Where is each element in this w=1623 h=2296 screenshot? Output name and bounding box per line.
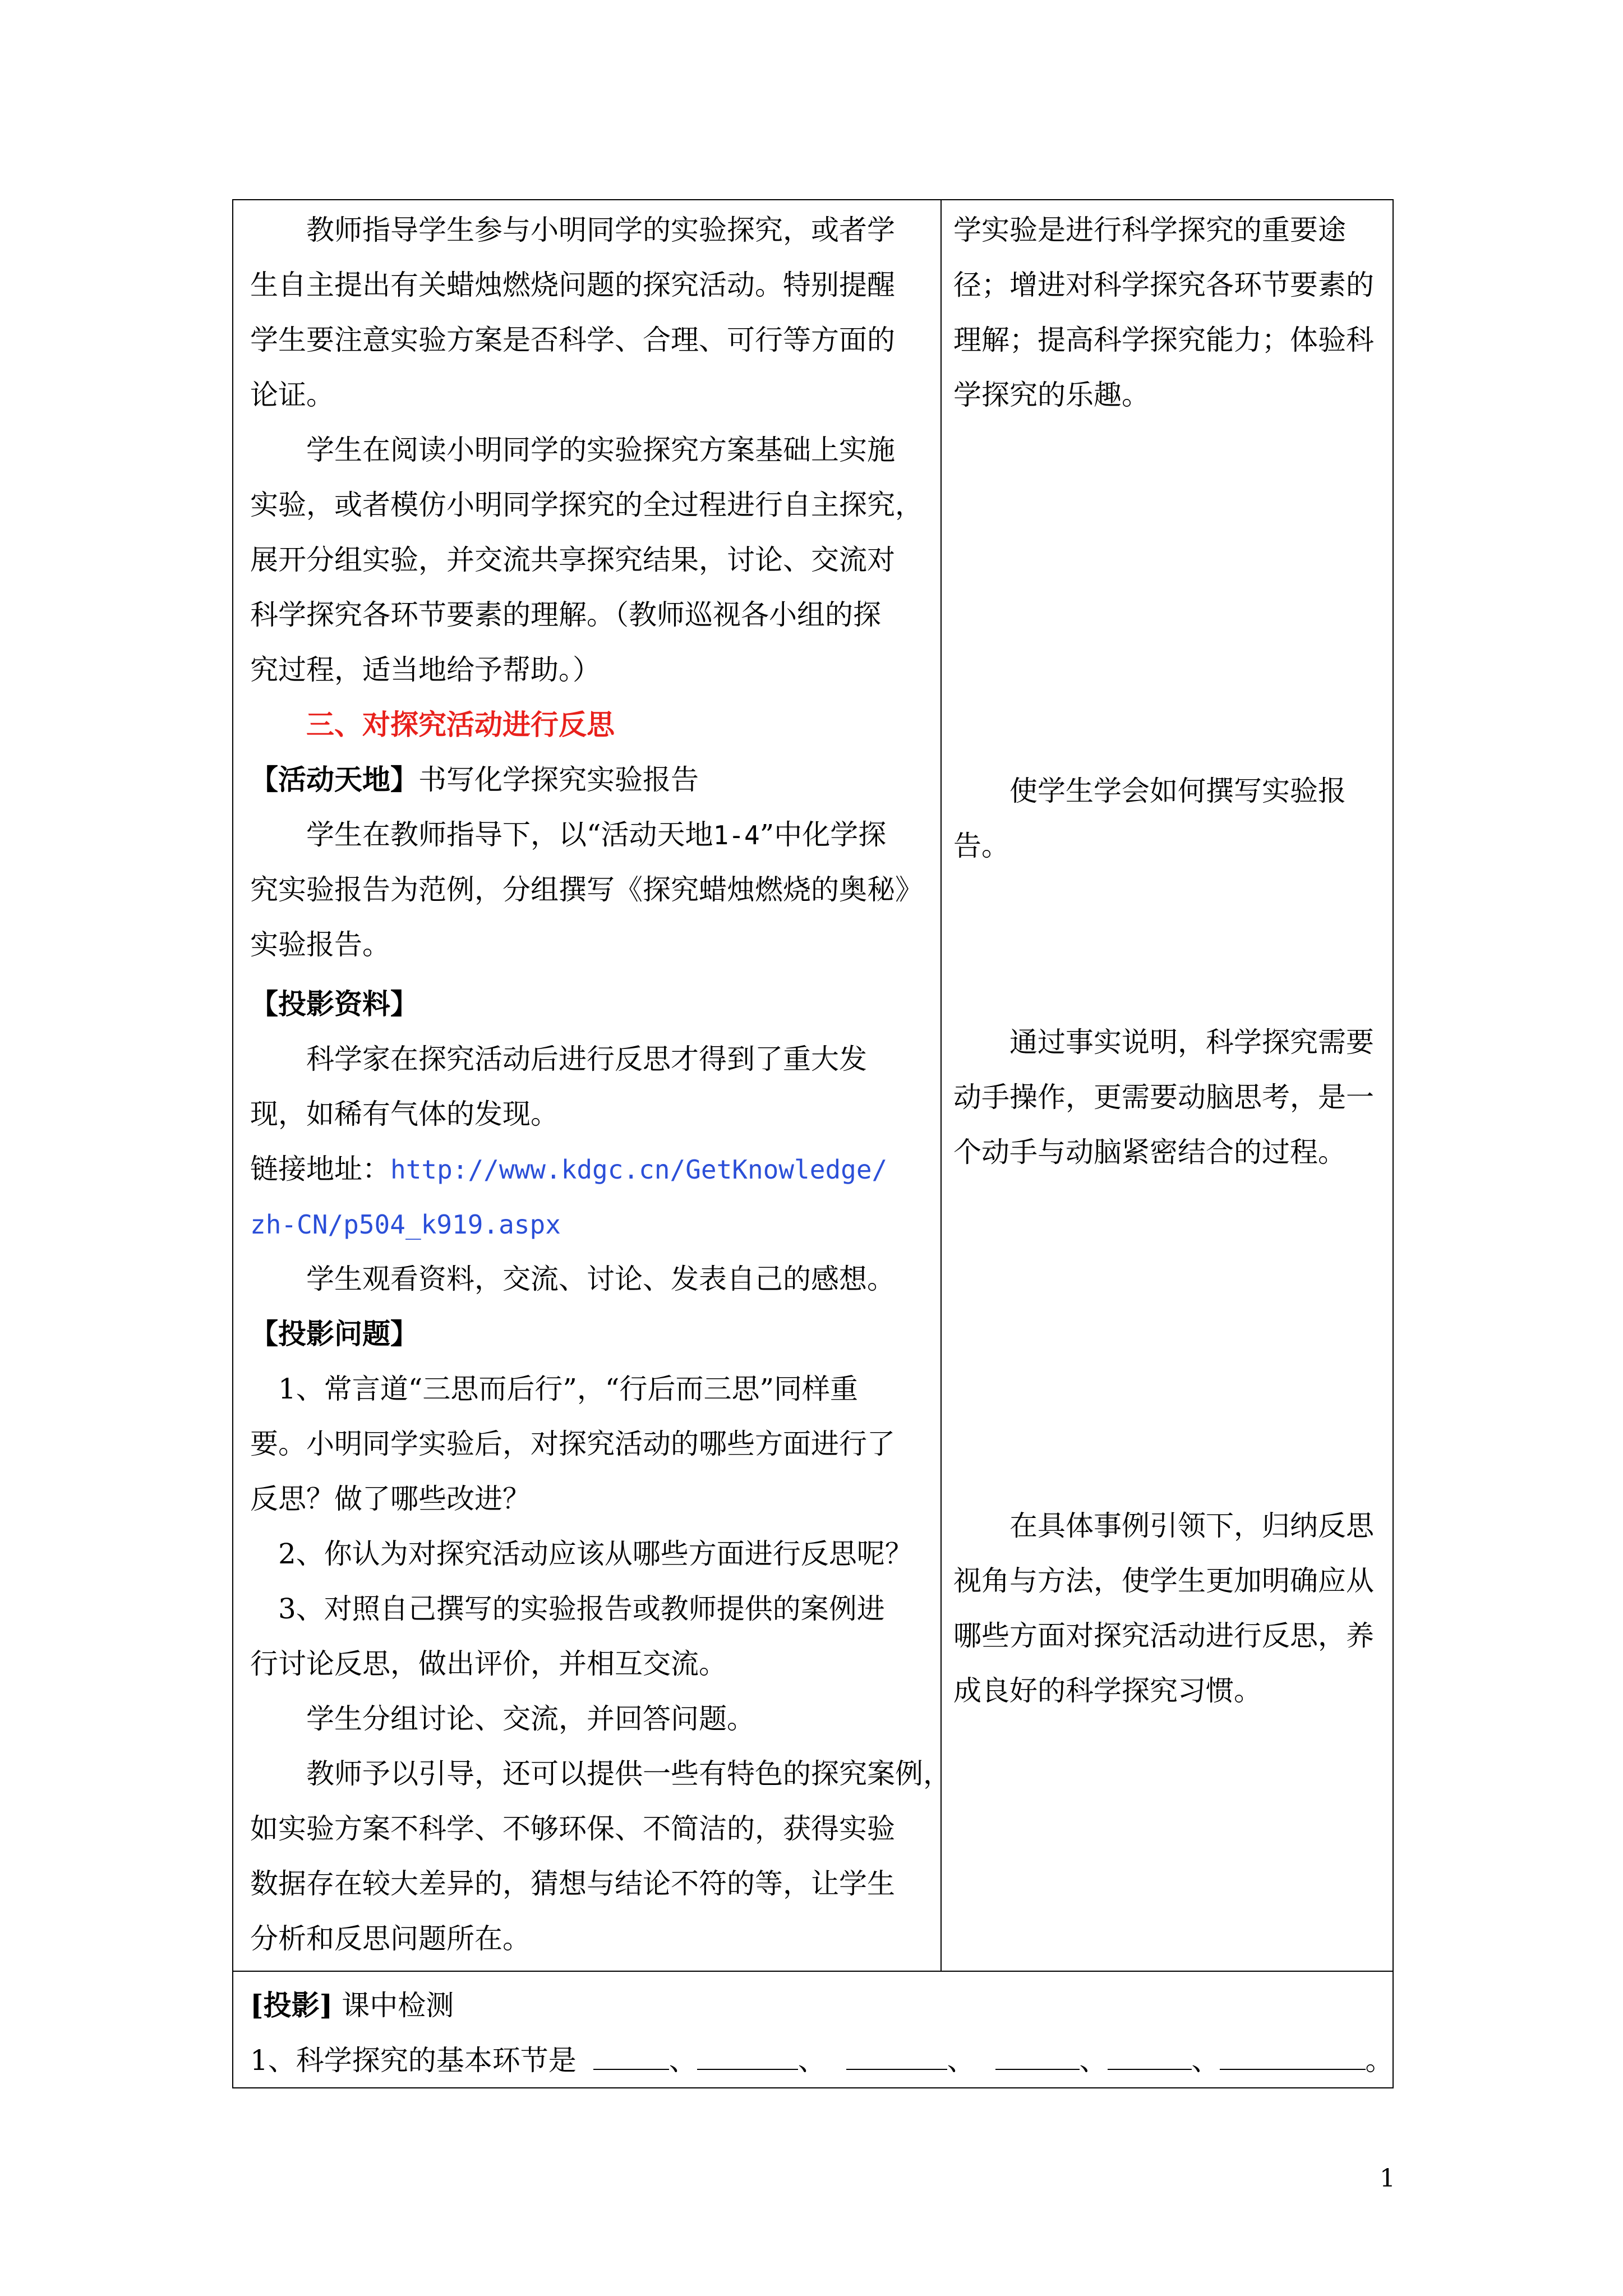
intent-line: 学实验是进行科学探究的重要途 (953, 214, 1346, 246)
answer-blank[interactable] (593, 2044, 669, 2070)
paragraph-line (250, 818, 886, 852)
intent-line: 在具体事例引领下，归纳反思 (1009, 1510, 1374, 1542)
link-line (250, 1152, 887, 1186)
text-span: ”中化学探 (759, 818, 887, 851)
link-line (250, 1207, 561, 1241)
separator: 、 (1191, 2044, 1220, 2077)
activity-line (250, 763, 699, 797)
question-line: 要。小明同学实验后，对探究活动的哪些方面进行了 (250, 1428, 895, 1460)
intent-line: 成良好的科学探究习惯。 (953, 1674, 1262, 1707)
design-intent-column (953, 213, 1391, 1963)
intent-line: 视角与方法，使学生更加明确应从 (953, 1565, 1374, 1597)
intent-line: 通过事实说明，科学探究需要 (1009, 1026, 1374, 1059)
paragraph-line: 究过程，适当地给予帮助。） (250, 654, 601, 686)
intent-line: 使学生学会如何撰写实验报 (1009, 775, 1346, 807)
link-url-part2[interactable]: zh-CN/p504_k919.aspx (250, 1209, 561, 1240)
question-line: 1、常言道“三思而后行”，“行后而三思”同样重 (278, 1373, 859, 1405)
projection-tag: [投影] (250, 1989, 333, 2022)
paragraph-line: 实验，或者模仿小明同学探究的全过程进行自主探究， (250, 489, 923, 521)
answer-blank[interactable] (846, 2044, 947, 2070)
activity-column (250, 213, 951, 1963)
separator: 、 (668, 2044, 697, 2077)
in-class-check (250, 1989, 1394, 2084)
activity-text: 书写化学探究实验报告 (418, 763, 699, 796)
check-title: 课中检测 (342, 1989, 454, 2022)
paragraph-line: 现，如稀有气体的发现。 (250, 1098, 559, 1130)
intent-line: 告。 (953, 830, 1009, 862)
question-line: 3、对照自己撰写的实验报告或教师提供的案例进 (278, 1593, 885, 1625)
paragraph-line: 生自主提出有关蜡烛燃烧问题的探究活动。特别提醒 (250, 269, 895, 301)
question-line: 行讨论反思，做出评价，并相互交流。 (250, 1648, 727, 1680)
intent-line: 学探究的乐趣。 (953, 379, 1150, 411)
link-label: 链接地址： (250, 1153, 390, 1185)
paragraph-line: 学生要注意实验方案是否科学、合理、可行等方面的 (250, 324, 895, 356)
activity-code: 1-4 (713, 820, 760, 850)
intent-line: 理解；提高科学探究能力；体验科 (953, 324, 1374, 356)
answer-blank[interactable] (697, 2044, 798, 2070)
paragraph-line: 科学探究各环节要素的理解。（教师巡视各小组的探 (250, 599, 881, 631)
paragraph-line: 学生观看资料，交流、讨论、发表自己的感想。 (306, 1263, 895, 1295)
intent-line: 哪些方面对探究活动进行反思，养 (953, 1619, 1374, 1652)
paragraph-line: 学生在阅读小明同学的实验探究方案基础上实施 (306, 434, 895, 466)
separator: 、 (1079, 2044, 1108, 2077)
paragraph-line: 科学家在探究活动后进行反思才得到了重大发 (306, 1043, 867, 1075)
intent-line: 径；增进对科学探究各环节要素的 (953, 269, 1374, 301)
paragraph-line: 教师予以引导，还可以提供一些有特色的探究案例， (306, 1757, 951, 1790)
section-heading: 三、对探究活动进行反思 (306, 708, 615, 741)
material-heading: 【投影资料】 (250, 987, 418, 1020)
question-line: 反思？做了哪些改进？ (250, 1483, 531, 1515)
check-heading (250, 1989, 454, 2022)
answer-blank[interactable] (995, 2044, 1080, 2070)
paragraph-line: 论证。 (250, 379, 334, 411)
paragraph-line: 如实验方案不科学、不够环保、不简洁的，获得实验 (250, 1812, 895, 1845)
page-number: 1 (1380, 2164, 1395, 2193)
end-mark: 。 (1365, 2044, 1394, 2077)
answer-blank[interactable] (1108, 2044, 1192, 2070)
check-question-1 (250, 2044, 1394, 2077)
paragraph-line: 学生分组讨论、交流，并回答问题。 (306, 1703, 755, 1735)
paragraph-line: 实验报告。 (250, 928, 390, 961)
paragraph-line: 分析和反思问题所在。 (250, 1922, 531, 1955)
separator: 、 (947, 2044, 975, 2077)
paragraph-line: 展开分组实验，并交流共享探究结果，讨论、交流对 (250, 544, 895, 576)
intent-line: 个动手与动脑紧密结合的过程。 (953, 1136, 1346, 1168)
question-text: 1、科学探究的基本环节是 (250, 2044, 577, 2077)
paragraph-line: 究实验报告为范例，分组撰写《探究蜡烛燃烧的奥秘》 (250, 873, 923, 906)
link-url-part1[interactable]: http://www.kdgc.cn/GetKnowledge/ (390, 1154, 888, 1185)
activity-tag: 【活动天地】 (250, 763, 418, 796)
paragraph-line: 数据存在较大差异的，猜想与结论不符的等，让学生 (250, 1867, 895, 1900)
question-heading: 【投影问题】 (250, 1317, 418, 1350)
answer-blank[interactable] (1220, 2044, 1366, 2070)
row-divider (232, 1971, 1394, 1972)
text-span: 学生在教师指导下，以“活动天地 (306, 818, 713, 851)
intent-line: 动手操作，更需要动脑思考，是一 (953, 1081, 1374, 1114)
column-divider (940, 199, 942, 1972)
separator: 、 (797, 2044, 826, 2077)
paragraph-line: 教师指导学生参与小明同学的实验探究，或者学 (306, 214, 895, 246)
question-line: 2、你认为对探究活动应该从哪些方面进行反思呢？ (278, 1538, 913, 1570)
